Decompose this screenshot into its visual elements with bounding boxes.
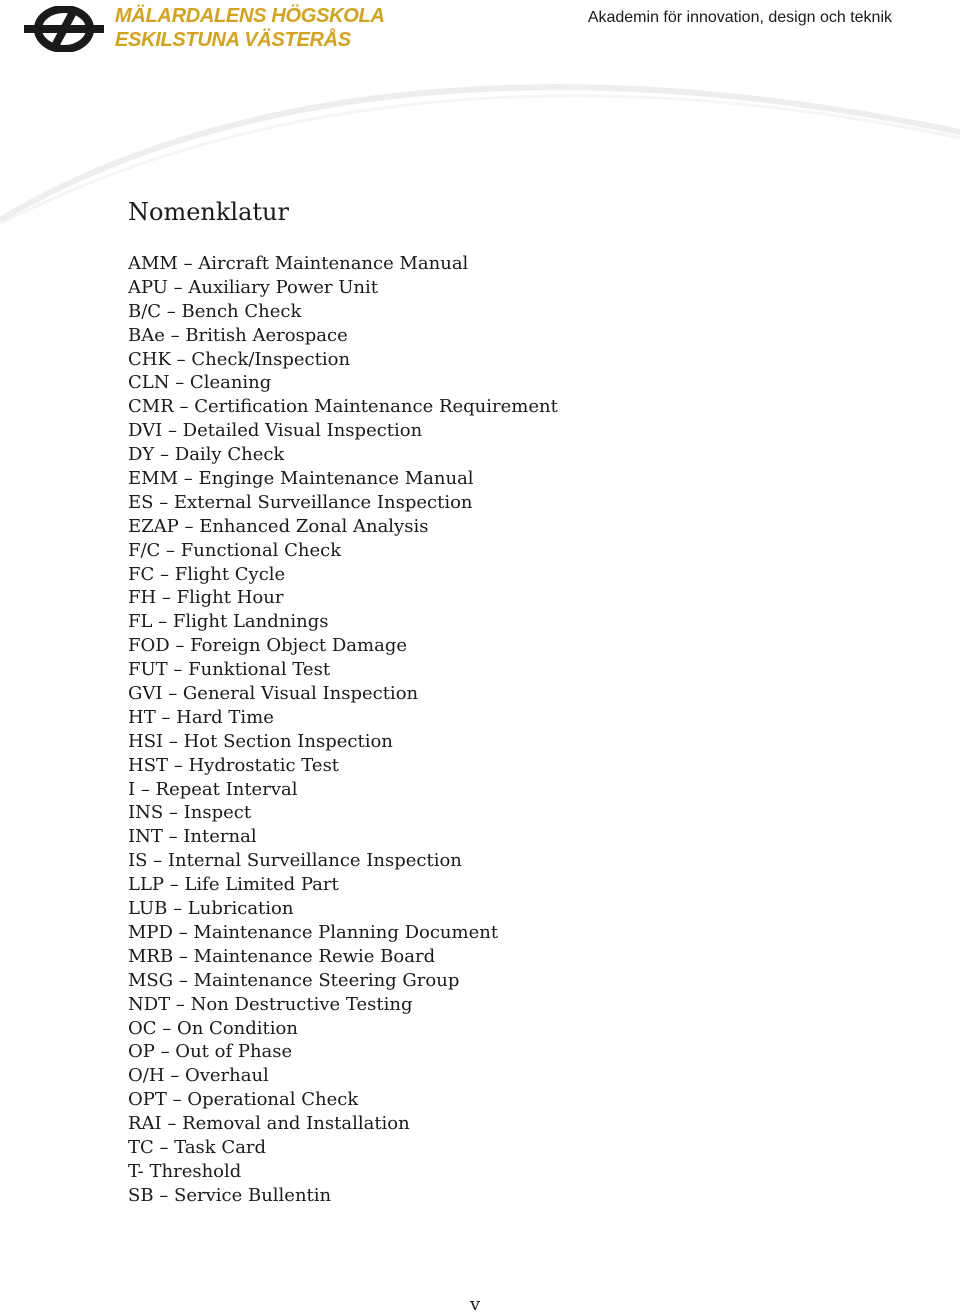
nomenclature-item: CLN – Cleaning	[128, 372, 272, 394]
nomenclature-item: HST – Hydrostatic Test	[128, 754, 340, 776]
nomenclature-item: FUT – Funktional Test	[128, 659, 331, 681]
nomenclature-item: DY – Daily Check	[128, 444, 285, 466]
nomenclature-item: GVI – General Visual Inspection	[128, 683, 419, 705]
nomenclature-item: BAe – British Aerospace	[128, 324, 348, 346]
nomenclature-item: OC – On Condition	[128, 1017, 298, 1039]
university-name-line2: ESKILSTUNA VÄSTERÅS	[115, 29, 351, 51]
page-title: Nomenklatur	[128, 198, 289, 226]
header-tagline: Akademin för innovation, design och teknik	[587, 9, 892, 26]
nomenclature-item: INT – Internal	[128, 826, 257, 848]
nomenclature-item: DVI – Detailed Visual Inspection	[128, 420, 423, 442]
nomenclature-item: IS – Internal Surveillance Inspection	[128, 850, 462, 872]
nomenclature-item: MSG – Maintenance Steering Group	[128, 969, 460, 991]
nomenclature-item: HSI – Hot Section Inspection	[128, 730, 393, 752]
university-logo-icon	[22, 6, 106, 52]
nomenclature-item: EMM – Enginge Maintenance Manual	[128, 468, 474, 490]
page-number: v	[470, 1294, 481, 1315]
nomenclature-item: SB – Service Bullentin	[128, 1184, 332, 1206]
nomenclature-item: MRB – Maintenance Rewie Board	[128, 945, 436, 967]
nomenclature-item: EZAP – Enhanced Zonal Analysis	[128, 515, 429, 537]
university-name	[115, 4, 385, 52]
nomenclature-item: CHK – Check/Inspection	[128, 348, 351, 370]
nomenclature-item: CMR – Certification Maintenance Requirement	[128, 396, 558, 418]
nomenclature-item: OPT – Operational Check	[128, 1089, 359, 1111]
nomenclature-item: HT – Hard Time	[128, 706, 274, 728]
nomenclature-item: TC – Task Card	[128, 1136, 267, 1158]
nomenclature-item: T- Threshold	[128, 1160, 242, 1182]
nomenclature-item: O/H – Overhaul	[128, 1065, 269, 1087]
nomenclature-item: LLP – Life Limited Part	[128, 874, 339, 896]
nomenclature-item: LUB – Lubrication	[128, 898, 294, 920]
page-header	[0, 0, 960, 60]
nomenclature-item: FH – Flight Hour	[128, 587, 284, 609]
nomenclature-item: NDT – Non Destructive Testing	[128, 993, 413, 1015]
nomenclature-item: FOD – Foreign Object Damage	[128, 635, 407, 657]
nomenclature-item: B/C – Bench Check	[128, 300, 302, 322]
nomenclature-item: INS – Inspect	[128, 802, 252, 824]
nomenclature-item: FC – Flight Cycle	[128, 563, 286, 585]
nomenclature-item: APU – Auxiliary Power Unit	[128, 276, 379, 298]
university-name-line1: MÄLARDALENS HÖGSKOLA	[115, 5, 385, 27]
nomenclature-item: ES – External Surveillance Inspection	[128, 491, 473, 513]
nomenclature-item: MPD – Maintenance Planning Document	[128, 921, 499, 943]
nomenclature-item: OP – Out of Phase	[128, 1041, 293, 1063]
nomenclature-item: AMM – Aircraft Maintenance Manual	[128, 253, 469, 274]
nomenclature-item: FL – Flight Landnings	[128, 611, 329, 633]
nomenclature-item: RAI – Removal and Installation	[128, 1113, 410, 1135]
nomenclature-list	[128, 252, 558, 1208]
nomenclature-item: F/C – Functional Check	[128, 539, 342, 561]
nomenclature-item: I – Repeat Interval	[128, 778, 298, 800]
